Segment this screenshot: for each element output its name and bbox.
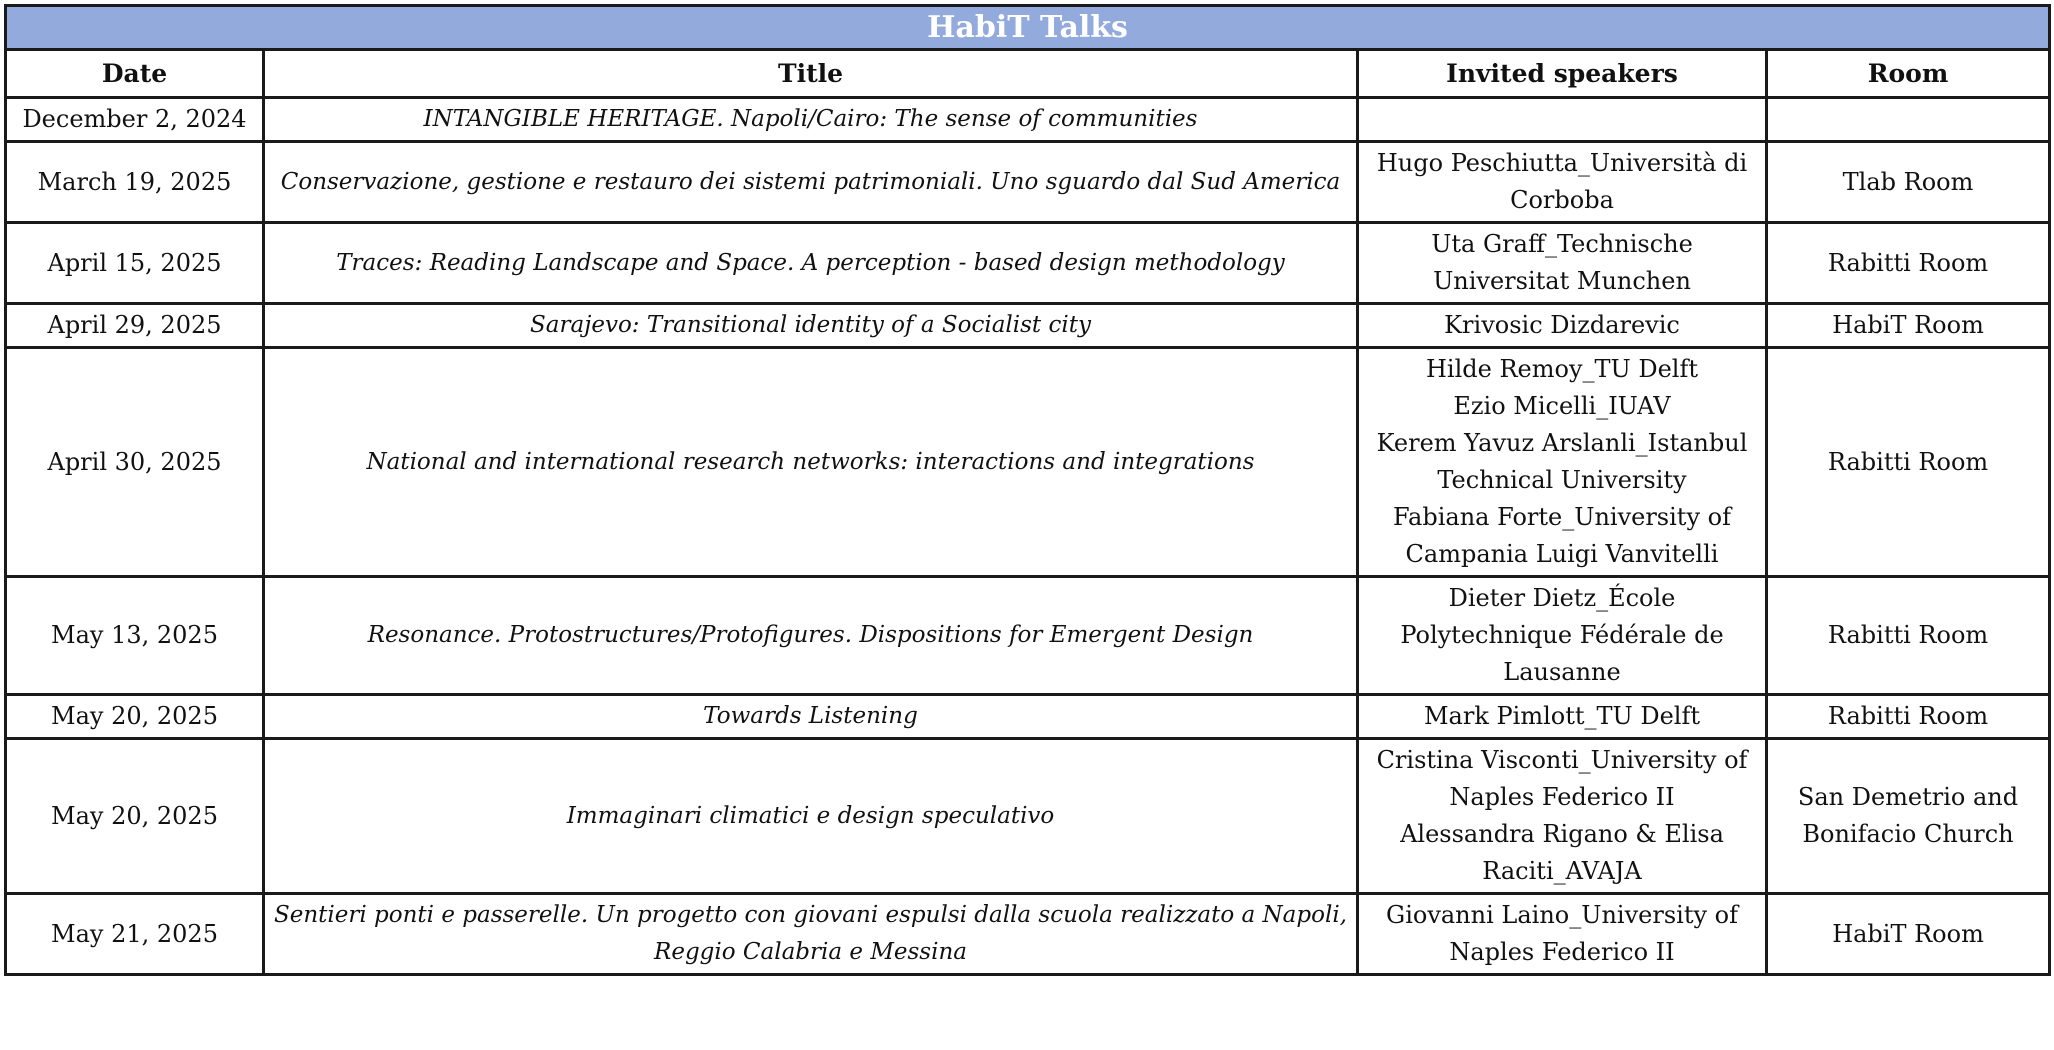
talk-speakers <box>1358 98 1767 142</box>
talk-date: April 29, 2025 <box>6 304 264 348</box>
talk-speakers <box>1358 695 1767 739</box>
speaker-line: Campania Luigi Vanvitelli <box>1405 540 1719 568</box>
talk-date: May 20, 2025 <box>6 739 264 894</box>
talk-date: March 19, 2025 <box>6 142 264 223</box>
speaker-line: Mark Pimlott_TU Delft <box>1423 702 1701 730</box>
speaker-line: Naples Federico II <box>1449 938 1675 966</box>
talk-room: San Demetrio and Bonifacio Church <box>1767 739 2050 894</box>
speaker-line: Technical University <box>1437 466 1687 494</box>
talk-speakers <box>1358 894 1767 975</box>
table-row <box>6 739 2050 894</box>
column-header-date: Date <box>6 50 264 98</box>
talk-date: April 30, 2025 <box>6 348 264 577</box>
table-head <box>6 6 2050 98</box>
table-row <box>6 142 2050 223</box>
talk-room: Tlab Room <box>1767 142 2050 223</box>
table-row <box>6 695 2050 739</box>
banner-row <box>6 6 2050 50</box>
talk-date: May 13, 2025 <box>6 577 264 695</box>
table-row <box>6 223 2050 304</box>
table-row <box>6 98 2050 142</box>
talk-title: National and international research networks: interactions and integrations <box>264 348 1358 577</box>
table-row <box>6 348 2050 577</box>
speaker-line: Ezio Micelli_IUAV <box>1453 392 1671 420</box>
talk-date: May 20, 2025 <box>6 695 264 739</box>
talk-title: Resonance. Protostructures/Protofigures. Dispositions for Emergent Design <box>264 577 1358 695</box>
talk-date: December 2, 2024 <box>6 98 264 142</box>
speaker-line: Kerem Yavuz Arslanli_Istanbul <box>1376 429 1748 457</box>
talk-title: Immaginari climatici e design speculativo <box>264 739 1358 894</box>
speaker-line: Universitat Munchen <box>1433 267 1691 295</box>
talk-room <box>1767 98 2050 142</box>
talk-title: Towards Listening <box>264 695 1358 739</box>
talk-date: April 15, 2025 <box>6 223 264 304</box>
speaker-line: Hugo Peschiutta_Università di <box>1376 149 1748 177</box>
talk-title: Sarajevo: Transitional identity of a Socialist city <box>264 304 1358 348</box>
talk-room: Rabitti Room <box>1767 695 2050 739</box>
speaker-line: Naples Federico II <box>1449 783 1675 811</box>
talk-speakers <box>1358 223 1767 304</box>
speaker-line: Raciti_AVAJA <box>1482 857 1642 885</box>
table-row <box>6 577 2050 695</box>
talk-room: Rabitti Room <box>1767 348 2050 577</box>
column-header-title: Title <box>264 50 1358 98</box>
talk-speakers <box>1358 142 1767 223</box>
speaker-line: Krivosic Dizdarevic <box>1444 311 1680 339</box>
talk-room: HabiT Room <box>1767 894 2050 975</box>
speaker-line: Hilde Remoy_TU Delft <box>1425 355 1699 383</box>
speaker-line: Corboba <box>1510 186 1614 214</box>
talk-speakers <box>1358 348 1767 577</box>
talk-date: May 21, 2025 <box>6 894 264 975</box>
talk-speakers <box>1358 304 1767 348</box>
speaker-line: Uta Graff_Technische <box>1431 230 1693 258</box>
table-banner: HabiT Talks <box>6 6 2050 50</box>
speaker-line: Dieter Dietz_École <box>1448 584 1676 612</box>
talk-speakers <box>1358 577 1767 695</box>
talk-title: Traces: Reading Landscape and Space. A perception - based design methodology <box>264 223 1358 304</box>
table-body <box>6 98 2050 975</box>
speaker-line: Fabiana Forte_University of <box>1393 503 1731 531</box>
talk-title: INTANGIBLE HERITAGE. Napoli/Cairo: The sense of communities <box>264 98 1358 142</box>
talks-table <box>4 4 2051 976</box>
column-header-room: Room <box>1767 50 2050 98</box>
speaker-line: Alessandra Rigano & Elisa <box>1400 820 1724 848</box>
speaker-line: Giovanni Laino_University of <box>1386 901 1738 929</box>
talk-title: Sentieri ponti e passerelle. Un progetto con giovani espulsi dalla scuola realizzato a Napoli, Reggio Calabria e Messina <box>264 894 1358 975</box>
speaker-line: Cristina Visconti_University of <box>1376 746 1748 774</box>
speaker-line: Lausanne <box>1503 658 1621 686</box>
talk-room: Rabitti Room <box>1767 577 2050 695</box>
talk-room: Rabitti Room <box>1767 223 2050 304</box>
column-header-speakers: Invited speakers <box>1358 50 1767 98</box>
talk-title: Conservazione, gestione e restauro dei sistemi patrimoniali. Uno sguardo dal Sud America <box>264 142 1358 223</box>
talk-speakers <box>1358 739 1767 894</box>
table-row <box>6 894 2050 975</box>
header-row <box>6 50 2050 98</box>
speaker-line: Polytechnique Fédérale de <box>1400 621 1724 649</box>
table-row <box>6 304 2050 348</box>
talk-room: HabiT Room <box>1767 304 2050 348</box>
